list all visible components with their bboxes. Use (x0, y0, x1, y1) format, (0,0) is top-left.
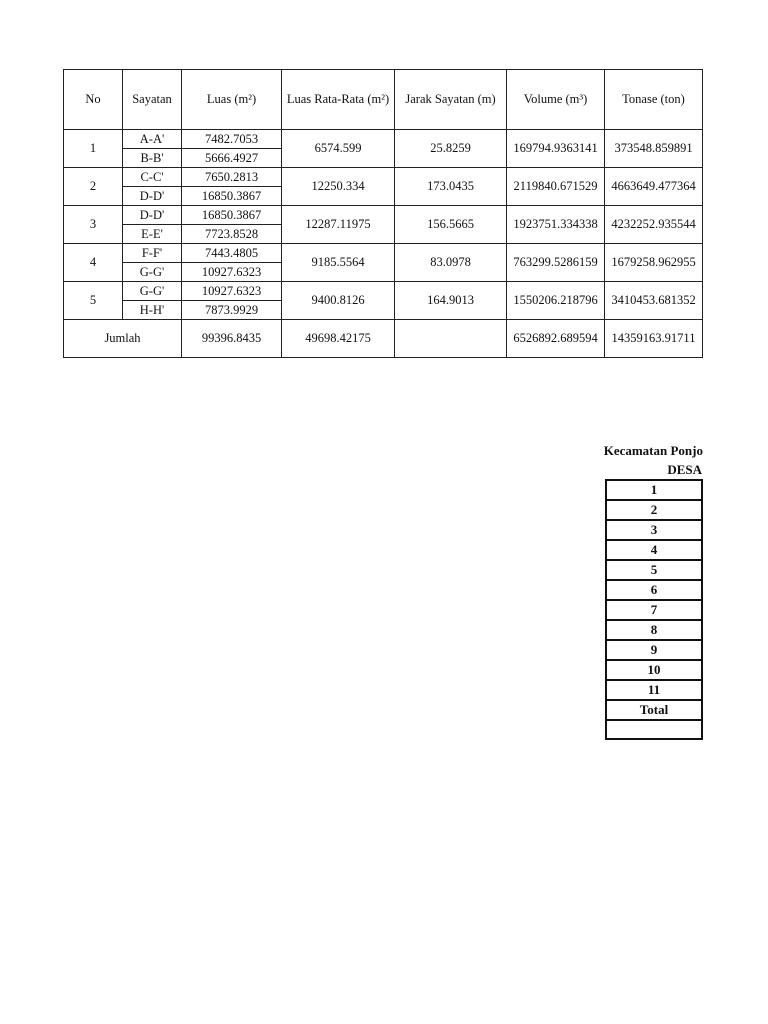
desa-row: 11 (606, 680, 702, 700)
cell-jarak: 164.9013 (395, 282, 507, 320)
desa-row: 3 (606, 520, 702, 540)
table-row (64, 244, 703, 263)
header-row (64, 70, 703, 130)
cell-luas-rata: 9185.5564 (282, 244, 395, 282)
col-header-sayatan: Sayatan (123, 70, 182, 130)
desa-row: 8 (606, 620, 702, 640)
cell-tonase: 1679258.962955 (605, 244, 703, 282)
desa-row: 6 (606, 580, 702, 600)
cell-luas-rata: 6574.599 (282, 130, 395, 168)
cell-jarak: 173.0435 (395, 168, 507, 206)
cell-luas: 7873.9929 (182, 301, 282, 320)
cell-tonase: 3410453.681352 (605, 282, 703, 320)
cell-luas-rata: 12250.334 (282, 168, 395, 206)
total-label: Jumlah (64, 320, 182, 358)
cell-luas: 16850.3867 (182, 206, 282, 225)
table-row (64, 282, 703, 301)
desa-row: 1 (606, 480, 702, 500)
cell-no: 4 (64, 244, 123, 282)
cell-volume: 169794.9363141 (507, 130, 605, 168)
desa-header: DESA (606, 461, 702, 480)
cell-luas-rata: 12287.11975 (282, 206, 395, 244)
cell-sayatan: B-B' (123, 149, 182, 168)
cell-no: 5 (64, 282, 123, 320)
cell-sayatan: D-D' (123, 187, 182, 206)
cell-luas: 10927.6323 (182, 263, 282, 282)
table-row (64, 168, 703, 187)
cell-luas: 16850.3867 (182, 187, 282, 206)
cell-luas: 10927.6323 (182, 282, 282, 301)
cell-sayatan: E-E' (123, 225, 182, 244)
total-tonase: 14359163.91711 (605, 320, 703, 358)
cell-sayatan: A-A' (123, 130, 182, 149)
desa-row: 2 (606, 500, 702, 520)
total-luas: 99396.8435 (182, 320, 282, 358)
cell-tonase: 4663649.477364 (605, 168, 703, 206)
total-jarak (395, 320, 507, 358)
cell-volume: 1923751.334338 (507, 206, 605, 244)
cell-luas: 5666.4927 (182, 149, 282, 168)
col-header-luas: Luas (m²) (182, 70, 282, 130)
desa-row: 9 (606, 640, 702, 660)
cell-sayatan: G-G' (123, 263, 182, 282)
cell-luas: 7723.8528 (182, 225, 282, 244)
total-luas-rata: 49698.42175 (282, 320, 395, 358)
total-volume: 6526892.689594 (507, 320, 605, 358)
desa-table (605, 461, 703, 740)
cell-luas: 7482.7053 (182, 130, 282, 149)
cell-jarak: 25.8259 (395, 130, 507, 168)
cell-luas: 7443.4805 (182, 244, 282, 263)
cell-sayatan: F-F' (123, 244, 182, 263)
cell-luas: 7650.2813 (182, 168, 282, 187)
col-header-no: No (64, 70, 123, 130)
desa-row: 7 (606, 600, 702, 620)
cell-jarak: 156.5665 (395, 206, 507, 244)
cell-sayatan: H-H' (123, 301, 182, 320)
cell-tonase: 373548.859891 (605, 130, 703, 168)
desa-row: 10 (606, 660, 702, 680)
col-header-jarak: Jarak Sayatan (m) (395, 70, 507, 130)
desa-row: 5 (606, 560, 702, 580)
cell-no: 1 (64, 130, 123, 168)
cell-no: 3 (64, 206, 123, 244)
cell-sayatan: D-D' (123, 206, 182, 225)
cell-sayatan: C-C' (123, 168, 182, 187)
total-row (64, 320, 703, 358)
cell-volume: 763299.5286159 (507, 244, 605, 282)
col-header-luas-rata: Luas Rata-Rata (m²) (282, 70, 395, 130)
cell-volume: 2119840.671529 (507, 168, 605, 206)
volume-table (63, 69, 703, 358)
desa-blank-row (606, 720, 702, 739)
desa-row: 4 (606, 540, 702, 560)
cell-volume: 1550206.218796 (507, 282, 605, 320)
desa-total-row: Total (606, 700, 702, 720)
cell-jarak: 83.0978 (395, 244, 507, 282)
cell-luas-rata: 9400.8126 (282, 282, 395, 320)
col-header-tonase: Tonase (ton) (605, 70, 703, 130)
table-row (64, 130, 703, 149)
cell-tonase: 4232252.935544 (605, 206, 703, 244)
col-header-volume: Volume (m³) (507, 70, 605, 130)
cell-sayatan: G-G' (123, 282, 182, 301)
cell-no: 2 (64, 168, 123, 206)
table-row (64, 206, 703, 225)
desa-caption: Kecamatan Ponjo (603, 443, 703, 458)
